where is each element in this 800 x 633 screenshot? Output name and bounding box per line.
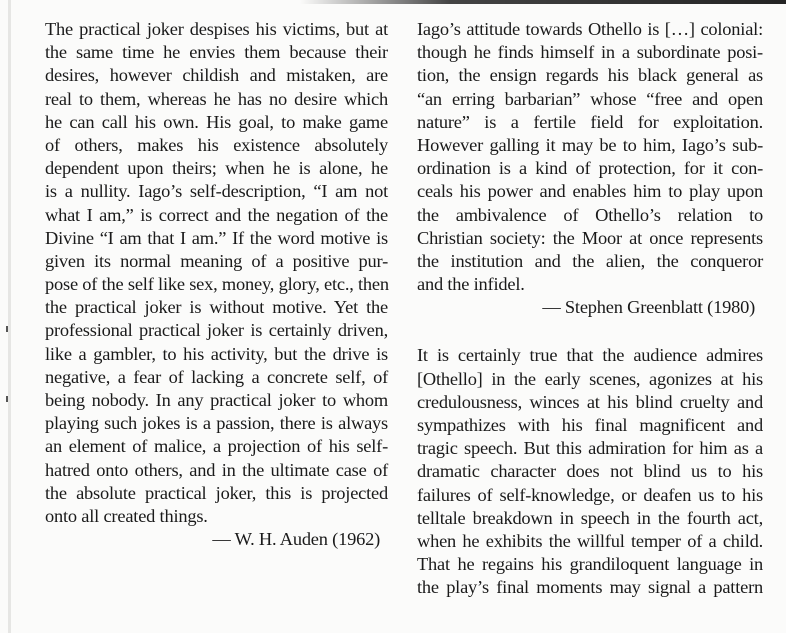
quote-body: [45, 18, 388, 528]
scan-edge-left: [8, 0, 11, 633]
right-column: [417, 18, 763, 600]
text-line: professional practical joker is certainly driven,: [45, 320, 388, 341]
scan-edge-right: [786, 0, 800, 633]
body-paragraph: [417, 344, 763, 599]
text-line: failures of self-knowledge, or deafen us to his: [417, 484, 763, 505]
text-line: [Othello] in the early scenes, agonizes at his: [417, 368, 763, 389]
scan-mark: [6, 326, 8, 332]
text-line: credulousness, winces at his blind cruelty and: [417, 391, 763, 412]
text-line: dramatic character does not blind us to his: [417, 461, 763, 482]
text-line: what I am,” is correct and the negation of the: [45, 204, 388, 225]
text-line: negative, a fear of lacking a concrete self, of: [45, 366, 388, 387]
text-line: an element of malice, a projection of his self-: [45, 436, 388, 457]
text-line: like a gambler, to his activity, but the drive is: [45, 343, 388, 364]
text-line: Iago’s attitude towards Othello is […] colonial:: [417, 19, 763, 39]
text-line: tion, the ensign regards his black general as: [417, 65, 763, 86]
text-line: the institution and the alien, the conqueror: [417, 250, 763, 271]
text-line: onto all created things.: [45, 505, 208, 526]
text-line: the ambivalence of Othello’s relation to: [417, 204, 763, 225]
text-line: given its normal meaning of a positive pur-: [45, 250, 388, 271]
text-line: desires, however childish and mistaken, are: [45, 65, 388, 86]
text-line: “an erring barbarian” whose “free and open: [417, 88, 763, 109]
text-line: of others, makes his existence absolutely: [45, 134, 388, 155]
quote-body: [417, 18, 763, 296]
quote-attribution: — Stephen Greenblatt (1980): [542, 297, 755, 318]
text-line: being nobody. In any practical joker to whom: [45, 390, 388, 410]
text-line: though he finds himself in a subordinate posi-: [417, 42, 763, 63]
auden-quote: [45, 18, 388, 551]
text-line: the absolute practical joker, this is projected: [45, 482, 388, 503]
text-line: telltale breakdown in speech in the fourth act,: [417, 507, 763, 528]
text-line: sympathizes with his final magnificent and: [417, 415, 763, 435]
text-line: The practical joker despises his victims, but at: [45, 19, 388, 39]
text-line: Divine “I am that I am.” If the word motive is: [45, 227, 388, 248]
text-line: playing such jokes is a passion, there is always: [45, 413, 388, 434]
text-line: hatred onto others, and in the ultimate case of: [45, 459, 388, 480]
text-line: when he exhibits the willful temper of a child.: [417, 530, 763, 551]
text-line: and the infidel.: [417, 274, 525, 295]
text-line: the practical joker is without motive. Yet the: [45, 297, 388, 318]
scan-mark: [6, 396, 8, 402]
text-line: nature” is a fertile field for exploitation.: [417, 111, 763, 132]
text-line: However galling it may be to him, Iago’s sub-: [417, 134, 763, 155]
text-line: tragic speech. But this admiration for him as a: [417, 438, 763, 459]
text-line: is a nullity. Iago’s self-description, “I am not: [45, 181, 388, 202]
text-line: ordination is a kind of protection, for it con-: [417, 158, 763, 179]
text-line: It is certainly true that the audience admires: [417, 345, 763, 366]
text-line: That he regains his grandiloquent language in: [417, 554, 763, 575]
text-line: he can call his own. His goal, to make game: [45, 111, 388, 132]
text-line: the play’s final moments may signal a pattern: [417, 577, 763, 598]
scan-shadow-top: [300, 0, 800, 4]
greenblatt-quote: [417, 18, 763, 319]
text-line: Christian society: the Moor at once represents: [417, 227, 763, 248]
text-line: real to them, whereas he has no desire which: [45, 88, 388, 109]
text-line: dependent upon theirs; when he is alone, he: [45, 158, 388, 179]
quote-attribution: — W. H. Auden (1962): [212, 529, 380, 550]
text-line: pose of the self like sex, money, glory, etc., then: [45, 274, 389, 295]
text-line: the same time he envies them because their: [45, 42, 388, 63]
text-line: ceals his power and enables him to play upon: [417, 181, 763, 202]
